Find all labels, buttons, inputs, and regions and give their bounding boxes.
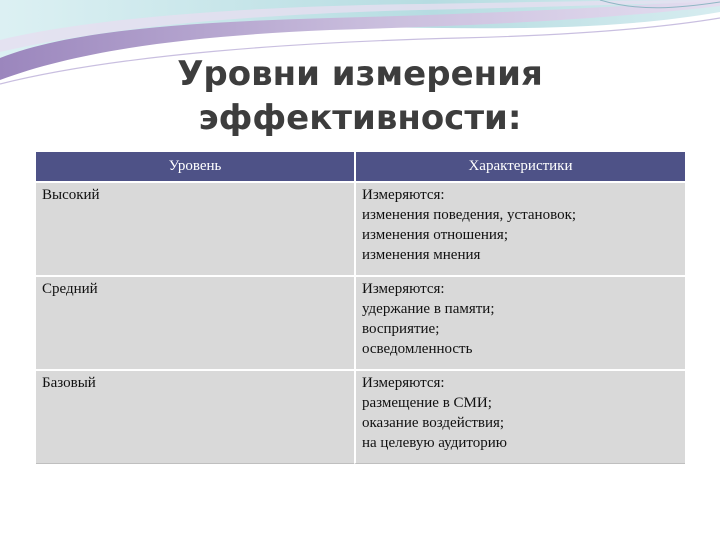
table-row xyxy=(36,181,685,275)
title-line-1: Уровни измерения xyxy=(177,54,543,94)
characteristic-line: осведомленность xyxy=(362,341,473,357)
title-line-2: эффективности: xyxy=(198,98,522,138)
levels-table xyxy=(36,152,685,464)
characteristic-line: Измеряются: xyxy=(362,281,445,297)
table-header-row xyxy=(36,152,685,181)
page-title xyxy=(100,52,620,140)
level-cell: Высокий xyxy=(36,181,354,275)
table-row xyxy=(36,369,685,464)
table-row xyxy=(36,275,685,369)
characteristics-cell xyxy=(354,275,685,369)
header-characteristics: Характеристики xyxy=(354,152,685,181)
characteristic-line: изменения мнения xyxy=(362,247,481,263)
characteristic-line: Измеряются: xyxy=(362,375,445,391)
level-cell: Базовый xyxy=(36,369,354,464)
characteristic-line: удержание в памяти; xyxy=(362,301,495,317)
characteristics-cell xyxy=(354,369,685,464)
level-cell: Средний xyxy=(36,275,354,369)
characteristic-line: Измеряются: xyxy=(362,187,445,203)
characteristic-line: восприятие; xyxy=(362,321,440,337)
characteristics-cell xyxy=(354,181,685,275)
header-level: Уровень xyxy=(36,152,354,181)
characteristic-line: оказание воздействия; xyxy=(362,415,505,431)
characteristic-line: на целевую аудиторию xyxy=(362,435,507,451)
characteristic-line: изменения поведения, установок; xyxy=(362,207,577,223)
characteristic-line: изменения отношения; xyxy=(362,227,508,243)
characteristic-line: размещение в СМИ; xyxy=(362,395,492,411)
